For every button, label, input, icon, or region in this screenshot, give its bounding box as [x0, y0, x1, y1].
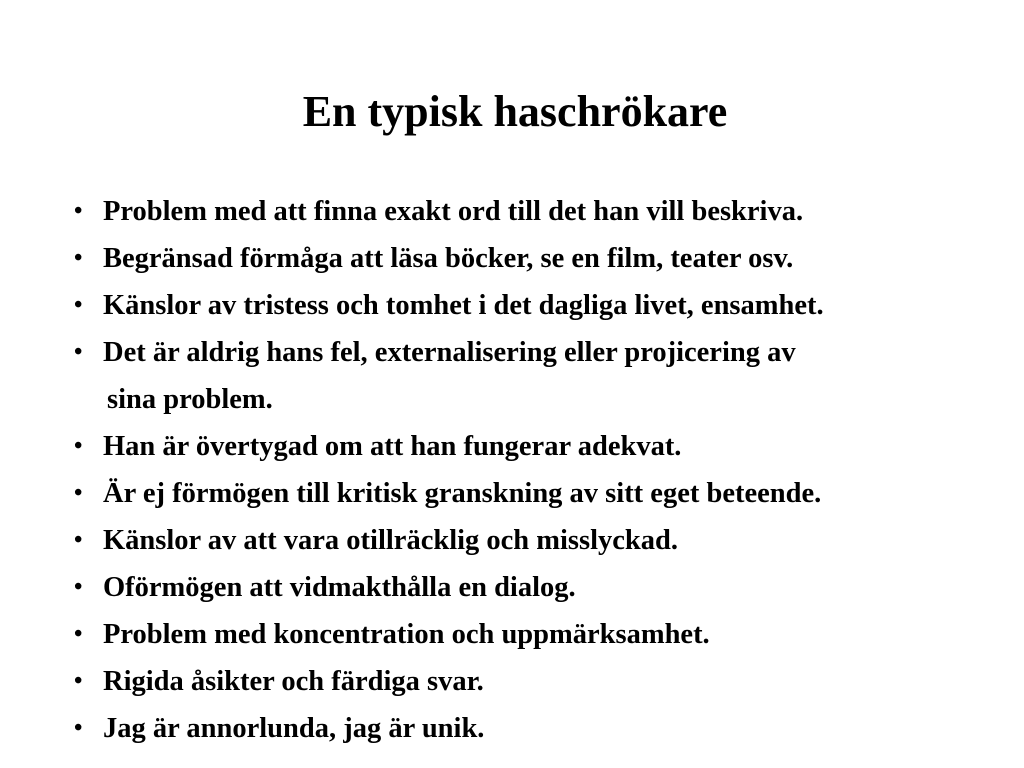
bullet-text: Problem med koncentration och uppmärksamhet. — [103, 619, 710, 650]
bullet-text: Känslor av att vara otillräcklig och misslyckad. — [103, 525, 679, 556]
bullet-text: Känslor av tristess och tomhet i det dagliga livet, ensamhet. — [103, 290, 824, 321]
bullet-icon: • — [74, 527, 83, 553]
bullet-text: Är ej förmögen till kritisk granskning av sitt eget beteende. — [103, 478, 822, 509]
bullet-icon: • — [74, 715, 83, 741]
bullet-text: Jag är annorlunda, jag är unik. — [103, 713, 485, 744]
bullet-text: Problem med att finna exakt ord till det han vill beskriva. — [103, 196, 804, 227]
bullet-item — [74, 329, 1024, 423]
bullet-icon: • — [74, 245, 83, 271]
bullet-item — [74, 188, 1024, 235]
bullet-item — [74, 235, 1024, 282]
bullet-item — [74, 705, 1024, 752]
bullet-text: Det är aldrig hans fel, externalisering eller projicering av — [103, 337, 796, 368]
bullet-text-continuation: sina problem. — [107, 384, 273, 415]
bullet-text: Begränsad förmåga att läsa böcker, se en film, teater osv. — [103, 243, 794, 274]
bullet-icon: • — [74, 433, 83, 459]
bullet-text: Oförmögen att vidmakthålla en dialog. — [103, 572, 576, 603]
bullet-item — [74, 517, 1024, 564]
bullet-icon: • — [74, 339, 83, 365]
bullet-item — [74, 658, 1024, 705]
bullet-text: Han är övertygad om att han fungerar adekvat. — [103, 431, 682, 462]
bullet-icon: • — [74, 574, 83, 600]
bullet-item — [74, 470, 1024, 517]
bullet-icon: • — [74, 668, 83, 694]
bullet-icon: • — [74, 292, 83, 318]
bullet-icon: • — [74, 480, 83, 506]
bullet-icon: • — [74, 621, 83, 647]
slide-title: En typisk haschrökare — [302, 87, 728, 136]
bullet-icon: • — [74, 198, 83, 224]
bullet-list — [74, 188, 1024, 752]
bullet-item — [74, 611, 1024, 658]
bullet-item — [74, 564, 1024, 611]
bullet-item — [74, 282, 1024, 329]
bullet-text: Rigida åsikter och färdiga svar. — [103, 666, 484, 697]
bullet-item — [74, 423, 1024, 470]
